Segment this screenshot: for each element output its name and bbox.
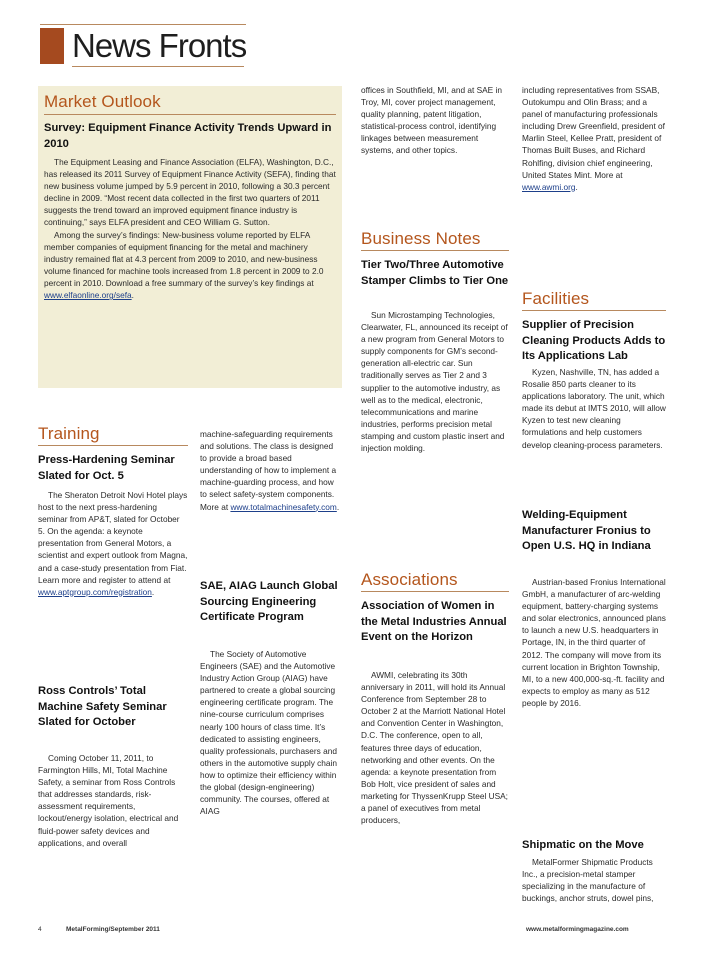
headline-shipmatic: Shipmatic on the Move [522,839,644,851]
paragraph-text: including representatives from SSAB, Outokumpu and Olin Brass; and a panel of manufacturing professionals including Drew Greenfield, president of Marlin Steel, Kellee Pratt, president of Thomas Built Buses, and Richard Rohlfing, division chief engineering, United States Mint. More at [522,85,665,180]
headline-tier-one: Tier Two/Three Automotive Stamper Climbs to Tier One [361,259,509,287]
section-rule [361,591,509,592]
section-rule [38,445,188,446]
article-sae-aiag [200,648,342,817]
paragraph-text: The Sheraton Detroit Novi Hotel plays host to the next press-hardening seminar from AP&T, slated for October 5. On the agenda: a keynote presentation from General Motors, a scientist and expert outlook from Magna, and a case-study presentation from Fiat. Learn more and register to attend at [38,490,188,585]
paragraph: Coming October 11, 2011, to Farmington Hills, MI, Total Machine Safety, a seminar from Ross Controls that addresses standards, risk-assessment requirements, lockout/energy isolation, electrical and fluid-power safety devices and applications, and overall [38,753,179,848]
section-heading-associations: Associations [361,570,458,589]
article-tier-one [361,309,509,454]
footer-url[interactable]: www.metalformingmagazine.com [526,926,629,933]
headline-sae-aiag: SAE, AIAG Launch Global Sourcing Engineering Certificate Program [200,580,338,623]
punct: . [336,501,340,512]
paragraph-text: machine-safeguarding requirements and solutions. The class is designed to provide a broad based understanding of how to implement a machine-guarding process, and how to select safety-system components. More at [200,429,337,512]
article-sae-aiag-cont [361,84,509,157]
paragraph: offices in Southfield, MI, and at SAE in Troy, MI, cover project management, quality planning, patent litigation, statistical-process control, identifying linkages between measurement systems, and other topics. [361,85,502,156]
header-accent-bar [40,28,64,64]
headline-awmi: Association of Women in the Metal Industries Annual Event on the Horizon [361,600,507,643]
paragraph-text: Among the survey’s findings: New-business volume reported by ELFA member companies of equipment financing for the metal and machinery industry remained flat at 4.3 percent from 2009 to 2010, and new-business volume financed for machine tools increased from 1.8 percent in 2009 to 2.0 percent in 2010. Download a free summary of the survey’s key findings at [44,229,324,288]
section-heading-facilities: Facilities [522,289,590,308]
paragraph [44,229,336,302]
link-elfa[interactable]: www.elfaonline.org/sefa [44,290,132,301]
section-heading-training: Training [38,424,100,443]
headline-ross-controls: Ross Controls’ Total Machine Safety Seminar Slated for October [38,685,167,728]
paragraph: The Society of Automotive Engineers (SAE) and the Automotive Industry Action Group (AIAG) have partnered to create a global sourcing engineering certificate program. The nine-course curriculum comprises nearly 100 hours of class time. It’s dedicated to assisting engineers, quality professionals, purchasers and others in the automotive supply chain how to optimize their efficiency within the global (design-engineering) community. The courses, offered at AIAG [200,649,337,817]
article-market-outlook [44,156,336,301]
article-awmi-cont [522,84,666,193]
footer-magazine: MetalForming/September 2011 [66,926,160,933]
headline-kyzen: Supplier of Precision Cleaning Products Adds to Its Applications Lab [522,319,666,362]
paragraph [38,489,188,598]
paragraph: Sun Microstamping Technologies, Clearwater, FL, announced its receipt of a new program from General Motors to supply components for GM’s second-generation all-electric car. Sun traditionally serves as Tier 2 and 3 supplier to the automotive industry, as well as to the medical, electronic, telecommunications and marine industries, performs precision metal stamping and custom plastic insert and injection molding. [361,310,508,454]
paragraph: Austrian-based Fronius International GmbH, a manufacturer of arc-welding equipment, battery-charging systems and solar electronics, announced plans to launch a new U.S. headquarters in Portage, IN, in the third quarter of 2012. The company will move from its current location in Brighton Township, MI, to a new 400,000-sq.-ft. facility and expects to employ as many as 512 people by 2016. [522,577,666,708]
article-kyzen [522,366,666,451]
title-rule [72,66,244,67]
article-press-hardening [38,489,188,598]
top-rule [40,24,246,25]
paragraph [522,84,666,193]
paragraph: Kyzen, Nashville, TN, has added a Rosalie 850 parts cleaner to its applications laboratory. The unit, which made its debut at IMTS 2010, will allow Kyzen to test new cleaning formulations and help customers develop cleaning-process parameters. [522,367,666,450]
page-title: News Fronts [72,27,247,64]
punct: . [575,181,578,192]
section-heading-business-notes: Business Notes [361,229,481,248]
paragraph: The Equipment Leasing and Finance Association (ELFA), Washington, D.C., has released its 2011 Survey of Equipment Finance Activity (SEFA), finding that new business volume jumped by 5.9 percent in 2010, following a 30.3 percent decline in 2009. “Most recent data collected in the first two quarters of 2011 suggests the trend toward an improved equipment finance industry is continuing,” says ELFA president and CEO William G. Sutton. [44,157,336,228]
headline-fronius: Welding-Equipment Manufacturer Fronius to Open U.S. HQ in Indiana [522,509,651,552]
article-ross-controls-cont [200,428,342,513]
article-awmi [361,669,509,826]
paragraph [200,428,342,513]
link-aptgroup[interactable]: www.aptgroup.com/registration [38,586,152,597]
article-ross-controls [38,752,188,849]
article-fronius [522,576,666,709]
section-rule [522,310,666,311]
paragraph: MetalFormer Shipmatic Products Inc., a precision-metal stamper specializing in the manufacture of buckings, anchor struts, dowel pins, [522,857,654,904]
link-awmi[interactable]: www.awmi.org [522,181,576,192]
punct: . [151,586,155,597]
section-heading-market-outlook: Market Outlook [44,92,161,111]
section-rule [361,250,509,251]
headline-press-hardening: Press-Hardening Seminar Slated for Oct. 5 [38,454,175,482]
article-shipmatic [522,856,666,904]
footer-page-number: 4 [38,926,42,933]
paragraph: AWMI, celebrating its 30th anniversary in 2011, will hold its Annual Conference from September 28 to October 2 at the Marriott National Hotel and Convention Center in Washington, D.C. The conference, open to all, features three days of education, networking and other events. On the agenda: a keynote presentation from Bob Holt, vice president of sales and marketing for ThyssenKrupp Steel USA; a panel of executives from metal producers, [361,670,508,826]
link-totalmachinesafety[interactable]: www.totalmachinesafety.com [230,501,337,512]
punct: . [131,290,134,301]
headline-equipment-finance: Survey: Equipment Finance Activity Trends Upward in 2010 [44,122,332,150]
section-rule [44,114,336,115]
